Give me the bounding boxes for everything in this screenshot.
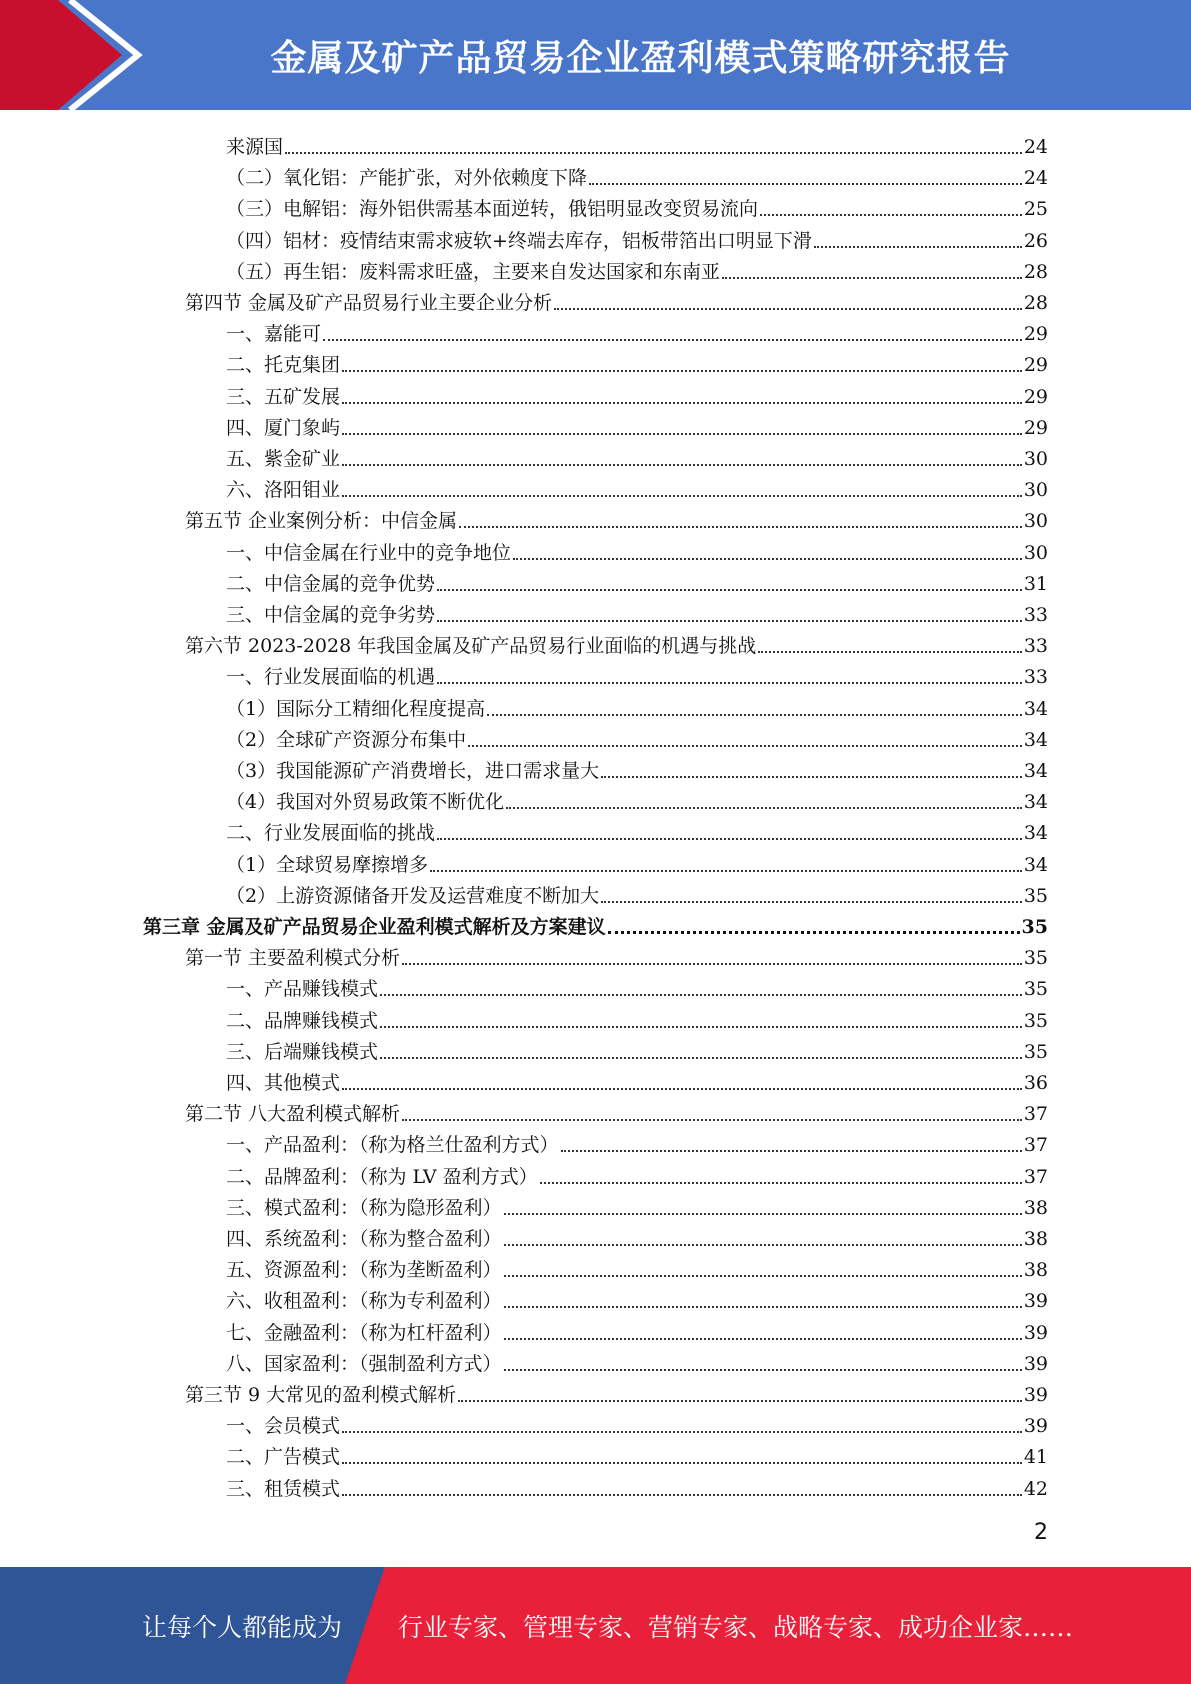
toc-dot-leader (601, 887, 1022, 903)
toc-entry[interactable] (226, 1219, 1048, 1250)
toc-entry-title: 第二节 八大盈利模式解析 (185, 1103, 401, 1126)
toc-dot-leader (342, 388, 1022, 404)
toc-entry-title: （二）氧化铝：产能扩张，对外依赖度下降 (226, 167, 588, 190)
toc-entry-page: 29 (1023, 354, 1048, 377)
toc-dot-leader (285, 138, 1022, 154)
toc-entry[interactable] (143, 907, 1048, 938)
toc-entry-page: 35 (1023, 1009, 1048, 1032)
toc-entry[interactable] (226, 189, 1048, 220)
toc-dot-leader (430, 856, 1022, 872)
toc-entry-page: 34 (1023, 728, 1048, 751)
header-banner (0, 0, 1191, 110)
toc-entry[interactable] (226, 314, 1048, 345)
toc-entry-page: 34 (1023, 760, 1048, 782)
toc-entry-title: 八、国家盈利：（强制盈利方式） (226, 1352, 502, 1375)
toc-entry-title: （四）铝材：疫情结束需求疲软+终端去库存，铝板带箔出口明显下滑 (226, 229, 812, 252)
toc-entry[interactable] (226, 1032, 1048, 1063)
toc-entry[interactable] (226, 158, 1048, 189)
toc-entry-title: 四、厦门象屿 (226, 416, 341, 439)
toc-dot-leader (342, 450, 1022, 466)
toc-entry-title: （五）再生铝：废料需求旺盛，主要来自发达国家和东南亚 (226, 260, 721, 283)
toc-entry-page: 30 (1023, 448, 1048, 470)
toc-dot-leader (437, 668, 1022, 684)
toc-entry-title: 二、行业发展面临的挑战 (226, 822, 436, 845)
toc-entry[interactable] (226, 564, 1048, 595)
toc-entry-title: （1）全球贸易摩擦增多 (226, 853, 429, 876)
toc-dot-leader (437, 824, 1022, 840)
toc-dot-leader (561, 1136, 1022, 1152)
toc-entry[interactable] (226, 1437, 1048, 1468)
toc-entry-page: 24 (1023, 136, 1048, 158)
toc-entry-page: 42 (1023, 1477, 1048, 1500)
toc-entry-title: 来源国 (226, 136, 284, 158)
toc-entry-page: 38 (1023, 1228, 1048, 1250)
toc-entry[interactable] (226, 720, 1048, 751)
toc-entry-page: 30 (1023, 479, 1048, 502)
toc-entry-title: 六、收租盈利：（称为专利盈利） (226, 1290, 502, 1313)
toc-entry-page: 36 (1023, 1072, 1048, 1094)
toc-entry-title: （4）我国对外贸易政策不断优化 (226, 791, 505, 814)
toc-entry-page: 29 (1023, 416, 1048, 439)
toc-dot-leader (608, 917, 1020, 934)
toc-entry[interactable] (226, 439, 1048, 470)
footer-banner (0, 1567, 1191, 1684)
toc-entry-page: 25 (1023, 198, 1048, 221)
toc-entry[interactable] (226, 813, 1048, 844)
toc-entry-page: 28 (1023, 292, 1048, 314)
toc-entry-page: 37 (1023, 1165, 1048, 1188)
toc-entry-page: 35 (1023, 947, 1048, 970)
toc-entry[interactable] (226, 470, 1048, 501)
toc-entry-page: 34 (1023, 822, 1048, 845)
toc-entry-title: 二、托克集团 (226, 354, 341, 377)
toc-entry[interactable] (226, 751, 1048, 782)
toc-entry[interactable] (226, 221, 1048, 252)
toc-entry-title: 三、模式盈利：（称为隐形盈利） (226, 1196, 502, 1219)
toc-dot-leader (504, 1261, 1022, 1277)
toc-dot-leader (468, 731, 1022, 747)
toc-entry-title: 第一节 主要盈利模式分析 (185, 947, 401, 970)
toc-entry[interactable] (226, 533, 1048, 564)
toc-dot-leader (540, 1168, 1022, 1184)
toc-dot-leader (504, 1292, 1022, 1308)
toc-dot-leader (814, 232, 1022, 248)
toc-dot-leader (380, 1012, 1022, 1028)
toc-entry[interactable] (226, 408, 1048, 439)
toc-entry[interactable] (185, 283, 1048, 314)
toc-dot-leader (589, 169, 1022, 185)
toc-entry-title: 一、中信金属在行业中的竞争地位 (226, 541, 512, 564)
toc-entry[interactable] (185, 626, 1048, 657)
toc-entry-page: 39 (1023, 1352, 1048, 1375)
toc-entry-title: 四、系统盈利：（称为整合盈利） (226, 1228, 502, 1250)
toc-entry[interactable] (226, 377, 1048, 408)
toc-entry-page: 35 (1023, 978, 1048, 1001)
toc-entry-page: 29 (1023, 323, 1048, 346)
toc-dot-leader (437, 606, 1022, 622)
toc-entry[interactable] (226, 689, 1048, 720)
toc-entry[interactable] (226, 969, 1048, 1000)
toc-entry-page: 37 (1023, 1103, 1048, 1126)
toc-dot-leader (458, 1386, 1022, 1402)
toc-entry[interactable] (226, 1125, 1048, 1156)
toc-entry-page: 41 (1023, 1446, 1048, 1469)
toc-entry-page: 38 (1023, 1259, 1048, 1282)
toc-dot-leader (504, 1230, 1022, 1246)
toc-dot-leader (380, 980, 1022, 996)
toc-entry-title: 五、资源盈利：（称为垄断盈利） (226, 1259, 502, 1282)
toc-entry-title: 一、产品赚钱模式 (226, 978, 379, 1001)
toc-entry-title: 第六节 2023-2028 年我国金属及矿产品贸易行业面临的机遇与挑战 (185, 635, 757, 658)
toc-entry-page: 39 (1023, 1321, 1048, 1344)
toc-entry-page: 38 (1023, 1196, 1048, 1219)
toc-entry[interactable] (226, 1063, 1048, 1094)
toc-entry-page: 34 (1023, 697, 1048, 720)
toc-entry[interactable] (226, 782, 1048, 813)
header-arrow-decoration (0, 0, 150, 110)
toc-entry-page: 34 (1023, 791, 1048, 814)
toc-entry-page: 33 (1023, 635, 1048, 658)
toc-entry-title: 二、品牌盈利：（称为 LV 盈利方式） (226, 1165, 538, 1188)
toc-entry-title: （2）上游资源储备开发及运营难度不断加大 (226, 884, 600, 907)
toc-dot-leader (758, 637, 1022, 653)
toc-entry-title: （3）我国能源矿产消费增长，进口需求量大 (226, 760, 600, 782)
toc-entry-title: 三、后端赚钱模式 (226, 1040, 379, 1063)
toc-entry-title: 一、产品盈利：（称为格兰仕盈利方式） (226, 1134, 559, 1157)
toc-dot-leader (342, 481, 1022, 497)
toc-entry-title: 第四节 金属及矿产品贸易行业主要企业分析 (185, 292, 553, 314)
toc-dot-leader (323, 325, 1022, 341)
toc-entry[interactable] (226, 1250, 1048, 1281)
toc-dot-leader (504, 1199, 1022, 1215)
toc-dot-leader (506, 793, 1022, 809)
toc-entry-page: 28 (1023, 260, 1048, 283)
toc-entry-title: 三、租赁模式 (226, 1477, 341, 1500)
toc-entry-page: 30 (1023, 510, 1048, 533)
toc-dot-leader (342, 1480, 1022, 1496)
toc-entry-page: 34 (1023, 853, 1048, 876)
toc-entry-title: 一、行业发展面临的机遇 (226, 666, 436, 689)
toc-entry[interactable] (226, 1406, 1048, 1437)
toc-entry-title: 五、紫金矿业 (226, 448, 341, 470)
toc-entry-title: 一、会员模式 (226, 1415, 341, 1438)
toc-entry-page: 37 (1023, 1134, 1048, 1157)
toc-entry[interactable] (226, 1281, 1048, 1312)
toc-entry[interactable] (226, 657, 1048, 688)
toc-entry-title: 第三节 9 大常见的盈利模式解析 (185, 1384, 457, 1406)
toc-entry[interactable] (226, 1157, 1048, 1188)
toc-dot-leader (459, 512, 1022, 528)
toc-entry-title: 第三章 金属及矿产品贸易企业盈利模式解析及方案建议 (143, 916, 606, 938)
toc-dot-leader (342, 1448, 1022, 1464)
toc-dot-leader (554, 294, 1022, 310)
toc-entry-page: 29 (1023, 385, 1048, 408)
toc-entry-title: 二、广告模式 (226, 1446, 341, 1469)
toc-entry-title: 二、中信金属的竞争优势 (226, 572, 436, 595)
toc-entry[interactable] (226, 845, 1048, 876)
toc-entry[interactable] (226, 345, 1048, 376)
toc-entry[interactable] (226, 1001, 1048, 1032)
toc-dot-leader (722, 263, 1022, 279)
document-title: 金属及矿产品贸易企业盈利模式策略研究报告 (270, 37, 1011, 79)
toc-entry[interactable] (226, 595, 1048, 626)
toc-dot-leader (513, 544, 1022, 560)
toc-entry[interactable] (185, 1094, 1048, 1125)
toc-entry[interactable] (226, 1188, 1048, 1219)
footer-slogan-left: 让每个人都能成为 (142, 1612, 343, 1642)
toc-entry-title: 三、中信金属的竞争劣势 (226, 604, 436, 626)
toc-entry[interactable] (226, 1469, 1048, 1500)
toc-entry-page: 39 (1023, 1415, 1048, 1438)
toc-dot-leader (380, 1043, 1022, 1059)
toc-entry[interactable] (185, 1375, 1048, 1406)
footer-slogan-right: 行业专家、管理专家、营销专家、战略专家、成功企业家…… (398, 1612, 1074, 1642)
toc-entry-page: 26 (1023, 229, 1048, 252)
toc-entry[interactable] (226, 1344, 1048, 1375)
toc-entry-page: 35 (1023, 884, 1048, 907)
toc-entry-page: 35 (1021, 916, 1048, 938)
toc-dot-leader (342, 356, 1022, 372)
toc-dot-leader (487, 700, 1022, 716)
toc-entry-page: 39 (1023, 1384, 1048, 1406)
toc-entry-title: 三、五矿发展 (226, 385, 341, 408)
toc-entry-title: 二、品牌赚钱模式 (226, 1009, 379, 1032)
toc-dot-leader (504, 1355, 1022, 1371)
toc-entry-title: （1）国际分工精细化程度提高 (226, 697, 486, 720)
toc-dot-leader (402, 1105, 1022, 1121)
toc-entry[interactable] (185, 501, 1048, 532)
toc-dot-leader (760, 200, 1022, 216)
toc-entry[interactable] (226, 127, 1048, 158)
toc-entry-page: 33 (1023, 666, 1048, 689)
toc-entry-title: 第五节 企业案例分析：中信金属 (185, 510, 458, 533)
toc-entry-title: 一、嘉能可 (226, 323, 322, 346)
toc-entry-page: 33 (1023, 604, 1048, 626)
toc-entry-title: 六、洛阳钼业 (226, 479, 341, 502)
toc-entry-title: （三）电解铝：海外铝供需基本面逆转，俄铝明显改变贸易流向 (226, 198, 759, 221)
toc-dot-leader (342, 419, 1022, 435)
toc-entry[interactable] (226, 876, 1048, 907)
toc-dot-leader (342, 1074, 1022, 1090)
toc-entry-title: （2）全球矿产资源分布集中 (226, 728, 467, 751)
toc-entry-title: 七、金融盈利：（称为杠杆盈利） (226, 1321, 502, 1344)
toc-entry-page: 31 (1023, 572, 1048, 595)
toc-entry-title: 四、其他模式 (226, 1072, 341, 1094)
toc-entry[interactable] (185, 938, 1048, 969)
toc-entry[interactable] (226, 1313, 1048, 1344)
toc-entry[interactable] (226, 252, 1048, 283)
toc-dot-leader (601, 762, 1022, 778)
toc-entry-page: 39 (1023, 1290, 1048, 1313)
toc-entry-page: 30 (1023, 541, 1048, 564)
toc-dot-leader (437, 575, 1022, 591)
toc-dot-leader (342, 1417, 1022, 1433)
toc-entry-page: 24 (1023, 167, 1048, 190)
toc-entry-page: 35 (1023, 1040, 1048, 1063)
page-number: 2 (1034, 1520, 1048, 1545)
toc-dot-leader (504, 1324, 1022, 1340)
toc-dot-leader (402, 949, 1022, 965)
